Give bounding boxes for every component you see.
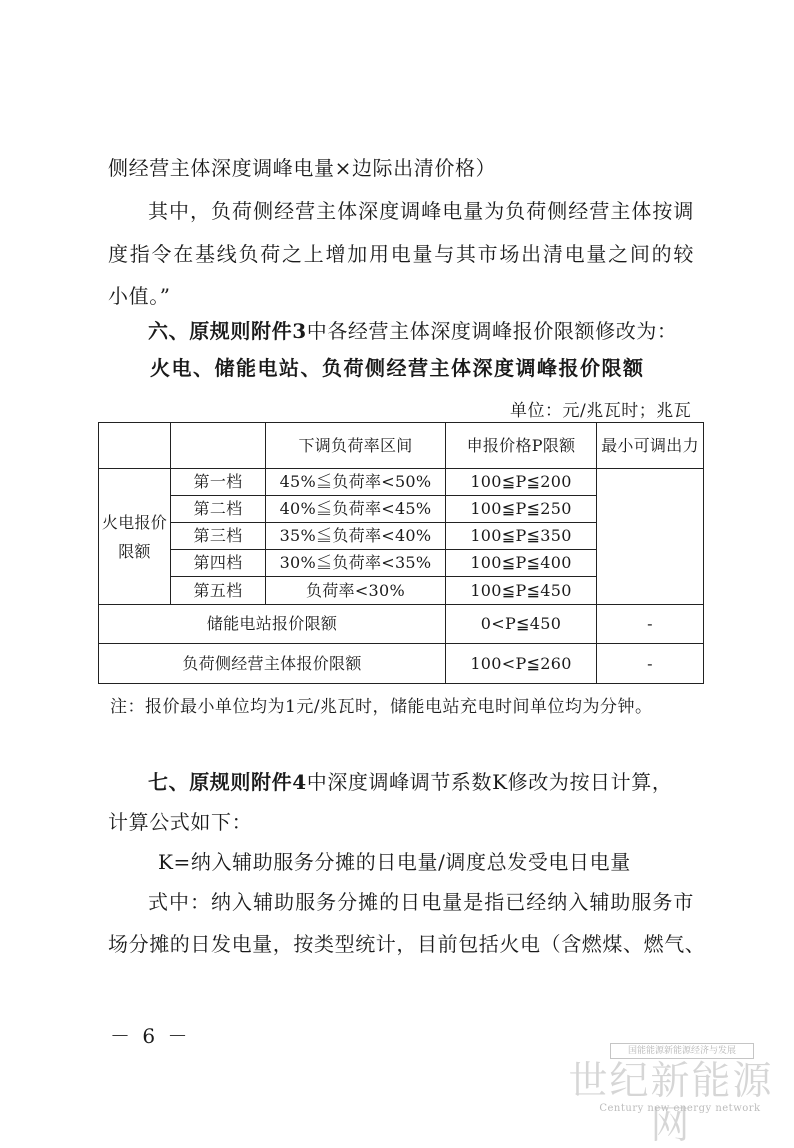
paragraph-line: 侧经营主体深度调峰电量×边际出清价格）	[108, 156, 497, 180]
section-heading-6	[148, 315, 678, 344]
paragraph-line: 小值。”	[108, 284, 171, 308]
tier-cell: 第三档	[171, 523, 266, 550]
price-cell: 100≦P≦350	[446, 523, 597, 550]
paragraph-line: 度指令在基线负荷之上增加用电量与其市场出清电量之间的较	[108, 242, 694, 266]
load-label-cell: 负荷侧经营主体报价限额	[99, 644, 446, 684]
price-cell: 100≦P≦250	[446, 496, 597, 523]
range-cell: 35%≦负荷率<40%	[266, 523, 446, 550]
header-cell: 申报价格P限额	[446, 423, 597, 469]
range-cell: 30%≦负荷率<35%	[266, 550, 446, 577]
header-cell	[171, 423, 266, 469]
table-row	[99, 469, 704, 496]
tier-cell: 第五档	[171, 577, 266, 605]
table-title: 火电、储能电站、负荷侧经营主体深度调峰报价限额	[150, 356, 645, 380]
paragraph-line: 式中：纳入辅助服务分摊的日电量是指已经纳入辅助服务市	[148, 890, 694, 914]
storage-min-cell: -	[597, 605, 704, 644]
tier-cell: 第二档	[171, 496, 266, 523]
header-cell: 最小可调出力	[597, 423, 704, 469]
formula: K=纳入辅助服务分摊的日电量/调度总发受电日电量	[158, 850, 631, 874]
storage-label-cell: 储能电站报价限额	[99, 605, 446, 644]
unit-label: 单位：元/兆瓦时；兆瓦	[510, 401, 692, 421]
price-cell: 100≦P≦400	[446, 550, 597, 577]
header-cell: 下调负荷率区间	[266, 423, 446, 469]
tier-cell: 第四档	[171, 550, 266, 577]
paragraph-line: 场分摊的日发电量，按类型统计，目前包括火电（含燃煤、燃气、	[108, 932, 706, 956]
tier-cell: 第一档	[171, 469, 266, 496]
price-cell: 100≦P≦450	[446, 577, 597, 605]
table-row	[99, 605, 704, 644]
table-row	[99, 644, 704, 684]
paragraph-line: 其中，负荷侧经营主体深度调峰电量为负荷侧经营主体按调	[148, 199, 694, 223]
watermark-subtitle: Century new energy network	[599, 1103, 761, 1114]
min-output-cell	[597, 469, 704, 605]
range-cell: 45%≦负荷率<50%	[266, 469, 446, 496]
page-number: － 6 －	[110, 1024, 191, 1048]
section-heading-bold: 七、原规则附件4	[148, 770, 307, 794]
range-cell: 40%≦负荷率<45%	[266, 496, 446, 523]
watermark-banner: 国能能源新能源经济与发展	[610, 1043, 754, 1059]
table-note: 注：报价最小单位均为1元/兆瓦时，储能电站充电时间单位均为分钟。	[110, 697, 653, 717]
header-cell	[99, 423, 171, 469]
storage-price-cell: 0<P≦450	[446, 605, 597, 644]
table-header-row	[99, 423, 704, 469]
section-heading-7	[148, 766, 672, 795]
section-heading-text: 中各经营主体深度调峰报价限额修改为：	[306, 319, 678, 343]
section-heading-text: 中深度调峰调节系数K修改为按日计算，	[306, 770, 673, 794]
paragraph-line: 计算公式如下：	[108, 810, 253, 834]
price-cell: 100≦P≦200	[446, 469, 597, 496]
section-heading-bold: 六、原规则附件3	[148, 319, 307, 343]
watermark-logo: 世纪新能源网	[568, 1059, 774, 1148]
load-min-cell: -	[597, 644, 704, 684]
load-price-cell: 100<P≦260	[446, 644, 597, 684]
price-limit-table	[98, 422, 704, 684]
range-cell: 负荷率<30%	[266, 577, 446, 605]
thermal-group-label: 火电报价限额	[99, 469, 171, 605]
